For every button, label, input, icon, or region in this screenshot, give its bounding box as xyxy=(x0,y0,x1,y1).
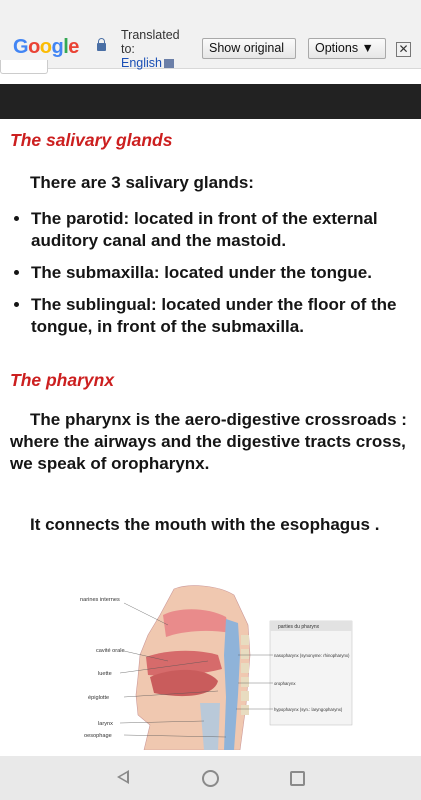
logo-letter: G xyxy=(13,36,29,58)
translated-to-text: Translated to: xyxy=(121,28,180,56)
label-cavite: cavité orale xyxy=(96,648,125,654)
vertebra xyxy=(241,649,249,659)
list-item: • The parotid: located in front of the external auditory canal and the mastoid. xyxy=(31,208,421,252)
dropdown-arrow-icon[interactable] xyxy=(164,59,174,68)
page-tab[interactable] xyxy=(0,60,48,74)
pharynx-paragraph-1: The pharynx is the aero-digestive crossroads : where the airways and the digestive tracts cross, we speak of oropharynx. xyxy=(10,410,407,473)
vertebra xyxy=(241,635,249,645)
legend-oropharynx: oropharynx xyxy=(274,681,296,686)
home-icon[interactable] xyxy=(202,770,219,787)
logo-letter: l xyxy=(63,36,69,58)
lock-icon xyxy=(97,43,106,51)
legend-header: parties du pharynx xyxy=(278,624,320,630)
back-icon[interactable] xyxy=(117,770,129,784)
pharynx-diagram xyxy=(78,585,354,750)
vertebra xyxy=(241,677,249,687)
label-text: narines internes xyxy=(80,597,120,603)
salivary-list xyxy=(0,208,421,338)
show-original-button[interactable]: Show original xyxy=(202,38,296,59)
list-item: • The submaxilla: located under the tongue. xyxy=(31,262,421,284)
logo-letter: o xyxy=(39,36,52,58)
language-select[interactable] xyxy=(121,56,174,70)
vertebra xyxy=(241,705,249,715)
vertebra xyxy=(241,663,249,673)
list-item: • The sublingual: located under the floor of the tongue, in front of the submaxilla. xyxy=(31,294,421,338)
label-luette: luette xyxy=(98,671,112,677)
label-narines xyxy=(80,597,120,603)
pharynx-paragraph-2: It connects the mouth with the esophagus . xyxy=(30,515,380,534)
recents-icon[interactable] xyxy=(290,771,305,786)
label-larynx: larynx xyxy=(98,721,113,727)
page-header-strip xyxy=(0,84,421,119)
logo-letter: e xyxy=(68,36,79,58)
logo-letter: g xyxy=(51,36,64,58)
salivary-title: The salivary glands xyxy=(10,130,173,150)
translate-bar xyxy=(0,0,421,69)
salivary-intro: There are 3 salivary glands: xyxy=(30,173,254,192)
close-icon[interactable]: ✕ xyxy=(396,42,411,57)
language-name[interactable]: English xyxy=(121,56,162,70)
translated-label xyxy=(121,28,191,70)
logo-letter: o xyxy=(28,36,40,58)
vertebra xyxy=(241,691,249,701)
label-oesophage: oesophage xyxy=(84,733,112,739)
options-button[interactable]: Options ▼ xyxy=(308,38,386,59)
legend-hypopharynx: hypopharynx (syn.: laryngopharynx) xyxy=(274,707,343,712)
label-epiglotte: épiglotte xyxy=(88,695,110,701)
pharynx-title: The pharynx xyxy=(10,370,115,390)
legend-nasopharynx: nasopharynx (synonyme: rhinopharynx) xyxy=(274,653,350,658)
google-logo xyxy=(13,36,79,59)
